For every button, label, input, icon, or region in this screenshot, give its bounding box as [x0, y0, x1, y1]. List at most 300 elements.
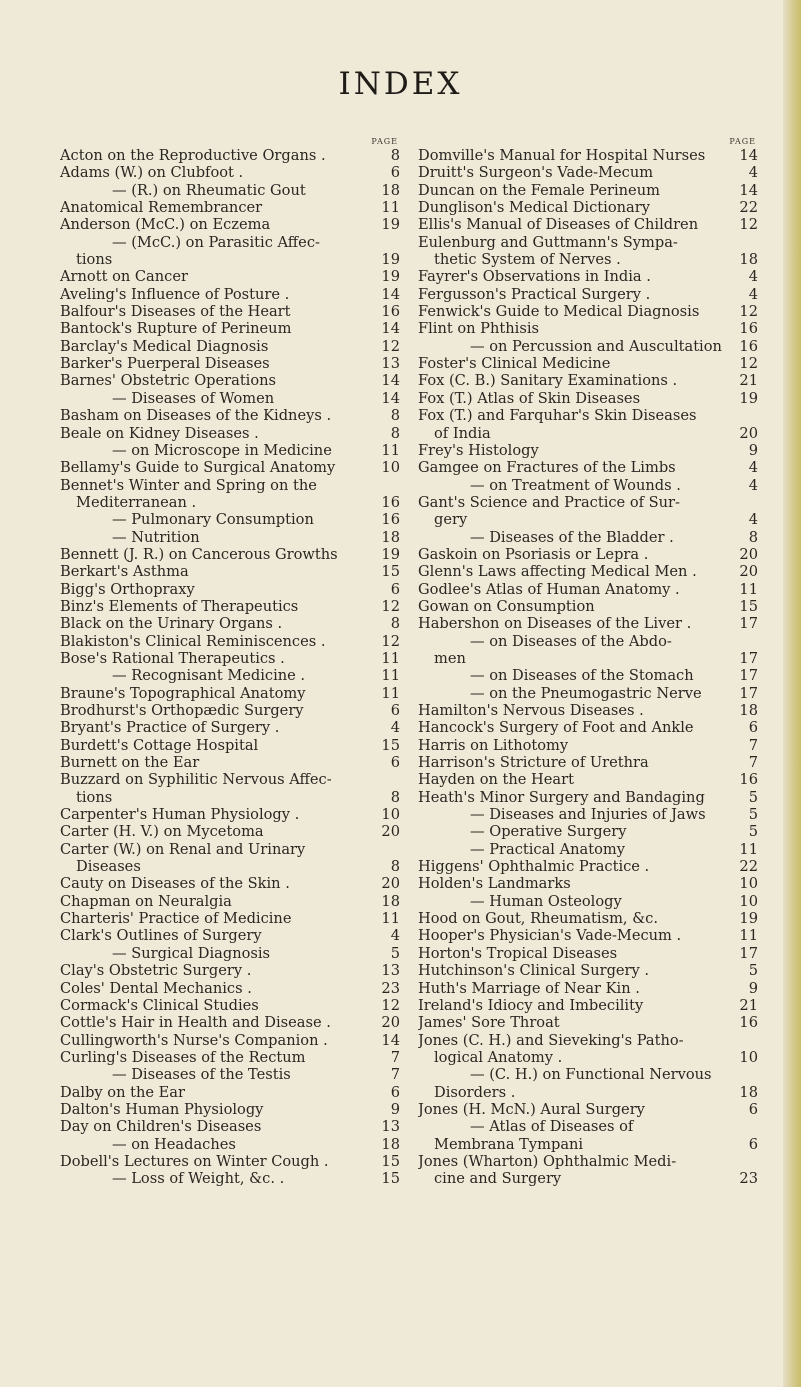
entry-title: — Diseases of the Bladder . [470, 528, 674, 546]
index-entry [418, 823, 758, 840]
entry-page-number: 20 [381, 823, 400, 841]
entry-page-number: 6 [748, 1135, 758, 1153]
entry-page-number: 11 [381, 199, 400, 217]
entry-page-number: 10 [381, 806, 400, 824]
entry-page-number: 18 [381, 892, 400, 910]
entry-title: Dobell's Lectures on Winter Cough . [60, 1152, 329, 1170]
index-entry [60, 771, 400, 788]
index-entry [60, 563, 400, 580]
index-entry [60, 667, 400, 684]
page-edge [783, 0, 801, 1387]
entry-title: Diseases [76, 858, 141, 876]
left-index-list [60, 147, 400, 1188]
index-entry [60, 737, 400, 754]
entry-page-number: 15 [381, 1152, 400, 1170]
entry-title: James' Sore Throat [418, 1014, 560, 1032]
index-entry [418, 702, 758, 719]
index-entry [418, 286, 758, 303]
entry-title: — Loss of Weight, &c. . [112, 1170, 285, 1188]
index-entry [60, 980, 400, 997]
entry-page-number: 20 [381, 875, 400, 893]
index-entry [418, 754, 758, 771]
index-entry [418, 927, 758, 944]
entry-title: Bryant's Practice of Surgery . [60, 719, 280, 737]
index-entry [418, 390, 758, 407]
entry-page-number: 21 [739, 372, 758, 390]
entry-title: Cauty on Diseases of the Skin . [60, 875, 290, 893]
entry-title: Acton on the Reproductive Organs . [60, 147, 326, 164]
entry-title: Bigg's Orthopraxy [60, 580, 195, 598]
entry-title: Druitt's Surgeon's Vade-Mecum [418, 164, 654, 182]
index-entry [418, 355, 758, 372]
entry-page-number: 8 [390, 424, 400, 442]
index-entry [418, 1118, 758, 1135]
entry-title: Jones (Wharton) Ophthalmic Medi- [418, 1152, 677, 1170]
entry-title: — Human Osteology [470, 892, 622, 910]
entry-page-number: 8 [748, 528, 758, 546]
entry-page-number: 7 [390, 1048, 400, 1066]
left-column [60, 137, 400, 1188]
index-entry [418, 477, 758, 494]
index-entry [418, 1153, 758, 1170]
index-entry [60, 251, 400, 268]
index-entry [418, 945, 758, 962]
entry-title: Curling's Diseases of the Rectum [60, 1048, 306, 1066]
entry-page-number: 18 [739, 702, 758, 719]
index-entry [60, 1084, 400, 1101]
index-entry [60, 754, 400, 771]
index-entry [418, 737, 758, 754]
index-entry [60, 459, 400, 476]
entry-title: Fergusson's Practical Surgery . [418, 285, 651, 303]
index-entry [418, 182, 758, 199]
index-entry [60, 303, 400, 320]
entry-title: — on Diseases of the Stomach [470, 667, 694, 685]
entry-title: Burdett's Cottage Hospital [60, 736, 259, 754]
entry-page-number: 9 [390, 1100, 400, 1118]
entry-page-number: 16 [739, 771, 758, 789]
entry-title: Coles' Dental Mechanics . [60, 979, 252, 997]
index-entry [60, 1170, 400, 1187]
index-entry [418, 1101, 758, 1118]
index-entry [60, 199, 400, 216]
index-entry [418, 338, 758, 355]
entry-page-number: 4 [748, 164, 758, 182]
index-entry [418, 268, 758, 285]
entry-title: Balfour's Diseases of the Heart [60, 303, 291, 321]
entry-page-number: 16 [739, 320, 758, 338]
entry-title: gery [434, 511, 468, 529]
index-entry [60, 858, 400, 875]
page-column-header: PAGE [371, 137, 398, 146]
entry-title: cine and Surgery [434, 1170, 562, 1188]
entry-page-number: 15 [381, 563, 400, 581]
entry-title: Horton's Tropical Diseases [418, 944, 618, 962]
entry-title: Foster's Clinical Medicine [418, 355, 611, 373]
index-entry [60, 442, 400, 459]
index-entry [60, 650, 400, 667]
entry-title: Hood on Gout, Rheumatism, &c. [418, 910, 658, 928]
entry-page-number: 4 [390, 927, 400, 945]
entry-title: — Operative Surgery [470, 823, 627, 841]
right-index-list [418, 147, 758, 1188]
entry-title: Cormack's Clinical Studies [60, 996, 259, 1014]
entry-title: Gant's Science and Practice of Sur- [418, 493, 680, 511]
entry-title: Higgens' Ophthalmic Practice . [418, 858, 650, 876]
index-entry [60, 511, 400, 528]
entry-title: Bellamy's Guide to Surgical Anatomy [60, 459, 336, 477]
entry-page-number: 6 [748, 1100, 758, 1118]
index-entry [60, 806, 400, 823]
index-entry [418, 789, 758, 806]
index-entry [60, 841, 400, 858]
index-entry [418, 529, 758, 546]
entry-title: Habershon on Diseases of the Liver . [418, 615, 692, 633]
entry-page-number: 11 [381, 910, 400, 928]
entry-page-number: 5 [748, 823, 758, 841]
entry-title: Heath's Minor Surgery and Bandaging [418, 788, 705, 806]
index-entry [60, 164, 400, 181]
index-entry [60, 598, 400, 615]
entry-title: Membrana Tympani [434, 1135, 584, 1153]
entry-title: Glenn's Laws affecting Medical Men . [418, 563, 697, 581]
index-entry [418, 615, 758, 632]
index-entry [60, 997, 400, 1014]
entry-title: — Recognisant Medicine . [112, 667, 306, 685]
index-entry [418, 511, 758, 528]
entry-page-number: 12 [381, 337, 400, 355]
index-entry [60, 927, 400, 944]
index-entry [418, 875, 758, 892]
entry-title: Hooper's Physician's Vade-Mecum . [418, 927, 682, 945]
index-entry [418, 546, 758, 563]
index-entry [418, 251, 758, 268]
entry-title: Anatomical Remembrancer [60, 199, 263, 217]
index-entry [418, 650, 758, 667]
entry-title: Gamgee on Fractures of the Limbs [418, 459, 676, 477]
index-entry [418, 685, 758, 702]
page-title: INDEX [338, 66, 463, 102]
entry-page-number: 8 [390, 615, 400, 633]
entry-page-number: 18 [739, 251, 758, 269]
index-entry [418, 563, 758, 580]
index-entry [418, 858, 758, 875]
index-entry [60, 1049, 400, 1066]
entry-title: — Practical Anatomy [470, 840, 625, 858]
entry-page-number: 10 [739, 892, 758, 910]
index-entry [418, 320, 758, 337]
entry-title: Arnott on Cancer [60, 268, 188, 286]
index-entry [418, 667, 758, 684]
index-entry [60, 823, 400, 840]
index-entry [60, 355, 400, 372]
entry-title: logical Anatomy . [434, 1048, 563, 1066]
entry-page-number: 14 [381, 320, 400, 338]
entry-title: — Nutrition [112, 528, 200, 546]
entry-title: Cottle's Hair in Health and Disease . [60, 1014, 331, 1032]
entry-page-number: 20 [381, 1014, 400, 1032]
index-entry [60, 893, 400, 910]
entry-page-number: 6 [390, 164, 400, 182]
entry-page-number: 23 [381, 979, 400, 997]
entry-page-number: 22 [739, 199, 758, 217]
entry-page-number: 20 [739, 424, 758, 442]
entry-page-number: 10 [739, 875, 758, 893]
entry-title: — on the Pneumogastric Nerve [470, 684, 702, 702]
entry-page-number: 19 [739, 389, 758, 407]
index-entry [418, 1084, 758, 1101]
index-entry [418, 216, 758, 233]
entry-page-number: 17 [739, 649, 758, 667]
entry-page-number: 21 [739, 996, 758, 1014]
entry-title: Adams (W.) on Clubfoot . [60, 164, 244, 182]
entry-page-number: 19 [381, 216, 400, 234]
entry-page-number: 10 [381, 459, 400, 477]
index-entry [60, 477, 400, 494]
entry-title: tions [76, 251, 113, 269]
entry-page-number: 7 [748, 736, 758, 754]
entry-page-number: 12 [381, 597, 400, 615]
entry-page-number: 12 [739, 303, 758, 321]
index-entry [60, 789, 400, 806]
entry-title: Burnett on the Ear [60, 754, 200, 772]
index-entry [418, 771, 758, 788]
entry-page-number: 12 [381, 632, 400, 650]
entry-title: Day on Children's Diseases [60, 1118, 262, 1136]
entry-page-number: 13 [381, 962, 400, 980]
entry-page-number: 5 [390, 944, 400, 962]
entry-page-number: 13 [381, 355, 400, 373]
entry-page-number: 15 [381, 1170, 400, 1188]
entry-title: of India [434, 424, 491, 442]
entry-page-number: 19 [739, 910, 758, 928]
entry-title: Clark's Outlines of Surgery [60, 927, 262, 945]
entry-page-number: 20 [739, 563, 758, 581]
index-entry [418, 1049, 758, 1066]
index-entry [418, 164, 758, 181]
entry-title: Brodhurst's Orthopædic Surgery [60, 702, 304, 719]
entry-title: Frey's Histology [418, 441, 539, 459]
index-entry [418, 459, 758, 476]
entry-page-number: 16 [381, 493, 400, 511]
entry-title: — on Headaches [112, 1135, 236, 1153]
entry-page-number: 4 [748, 476, 758, 494]
entry-page-number: 6 [390, 702, 400, 719]
index-entry [60, 685, 400, 702]
entry-title: Mediterranean . [76, 493, 197, 511]
entry-title: Jones (C. H.) and Sieveking's Patho- [418, 1031, 684, 1049]
entry-title: Bennet's Winter and Spring on the [60, 476, 317, 494]
index-entry [60, 1066, 400, 1083]
entry-page-number: 4 [748, 459, 758, 477]
entry-title: men [434, 649, 466, 667]
entry-page-number: 4 [390, 719, 400, 737]
entry-page-number: 8 [390, 788, 400, 806]
index-entry [60, 407, 400, 424]
entry-title: — Surgical Diagnosis [112, 944, 271, 962]
entry-title: — Atlas of Diseases of [470, 1118, 634, 1136]
entry-page-number: 22 [739, 858, 758, 876]
entry-title: Holden's Landmarks [418, 875, 571, 893]
entry-title: Black on the Urinary Organs . [60, 615, 283, 633]
entry-page-number: 11 [739, 840, 758, 858]
entry-page-number: 14 [739, 181, 758, 199]
entry-page-number: 11 [739, 580, 758, 598]
entry-title: Dalton's Human Physiology [60, 1100, 264, 1118]
entry-title: Hutchinson's Clinical Surgery . [418, 962, 650, 980]
entry-title: Dalby on the Ear [60, 1083, 185, 1101]
entry-page-number: 8 [390, 407, 400, 425]
entry-title: Gaskoin on Psoriasis or Lepra . [418, 545, 649, 563]
entry-title: Binz's Elements of Therapeutics [60, 597, 299, 615]
entry-title: Berkart's Asthma [60, 563, 189, 581]
entry-title: tions [76, 788, 113, 806]
entry-page-number: 8 [390, 147, 400, 164]
entry-title: Disorders . [434, 1083, 516, 1101]
entry-page-number: 19 [381, 545, 400, 563]
entry-title: — (R.) on Rheumatic Gout [112, 181, 306, 199]
entry-page-number: 20 [739, 545, 758, 563]
entry-title: Hancock's Surgery of Foot and Ankle [418, 719, 694, 737]
entry-title: Ireland's Idiocy and Imbecility [418, 996, 644, 1014]
entry-title: Carter (W.) on Renal and Urinary [60, 840, 306, 858]
entry-title: Blakiston's Clinical Reminiscences . [60, 632, 326, 650]
entry-title: Flint on Phthisis [418, 320, 539, 338]
entry-page-number: 17 [739, 684, 758, 702]
index-entry [418, 893, 758, 910]
entry-page-number: 6 [390, 580, 400, 598]
entry-title: Godlee's Atlas of Human Anatomy . [418, 580, 680, 598]
entry-title: — Diseases and Injuries of Jaws [470, 806, 706, 824]
index-entry [418, 234, 758, 251]
index-entry [418, 1170, 758, 1187]
entry-title: — (McC.) on Parasitic Affec- [112, 233, 320, 251]
index-entry [60, 390, 400, 407]
entry-title: Fayrer's Observations in India . [418, 268, 651, 286]
index-entry [418, 494, 758, 511]
index-entry [60, 702, 400, 719]
entry-title: Fenwick's Guide to Medical Diagnosis [418, 303, 700, 321]
entry-page-number: 14 [381, 1031, 400, 1049]
entry-page-number: 16 [739, 337, 758, 355]
index-entry [60, 581, 400, 598]
index-entry [418, 425, 758, 442]
entry-page-number: 17 [739, 615, 758, 633]
entry-page-number: 16 [381, 303, 400, 321]
entry-title: Bantock's Rupture of Perineum [60, 320, 292, 338]
entry-page-number: 14 [739, 147, 758, 164]
entry-title: Eulenburg and Guttmann's Sympa- [418, 233, 678, 251]
index-entry [418, 1014, 758, 1031]
index-entry [60, 216, 400, 233]
entry-page-number: 7 [390, 1066, 400, 1084]
index-entry [60, 268, 400, 285]
index-entry [60, 615, 400, 632]
entry-page-number: 18 [381, 1135, 400, 1153]
index-entry [60, 494, 400, 511]
index-entry [418, 199, 758, 216]
index-entry [418, 980, 758, 997]
entry-title: — Diseases of Women [112, 389, 275, 407]
entry-page-number: 8 [390, 858, 400, 876]
index-entry [418, 841, 758, 858]
index-entry [60, 425, 400, 442]
index-entry [418, 303, 758, 320]
entry-page-number: 18 [739, 1083, 758, 1101]
entry-page-number: 16 [381, 511, 400, 529]
entry-title: — on Diseases of the Abdo- [470, 632, 672, 650]
entry-page-number: 15 [739, 597, 758, 615]
entry-title: Barnes' Obstetric Operations [60, 372, 277, 390]
entry-page-number: 17 [739, 667, 758, 685]
entry-page-number: 16 [739, 1014, 758, 1032]
entry-title: Gowan on Consumption [418, 597, 595, 615]
entry-page-number: 11 [381, 649, 400, 667]
entry-title: Braune's Topographical Anatomy [60, 684, 306, 702]
entry-page-number: 12 [739, 216, 758, 234]
entry-title: Harris on Lithotomy [418, 736, 569, 754]
index-entry [418, 1066, 758, 1083]
entry-title: Bennett (J. R.) on Cancerous Growths [60, 545, 338, 563]
index-entry [60, 1014, 400, 1031]
index-entry [418, 719, 758, 736]
entry-title: Carter (H. V.) on Mycetoma [60, 823, 264, 841]
entry-page-number: 19 [381, 268, 400, 286]
entry-title: Anderson (McC.) on Eczema [60, 216, 271, 234]
entry-page-number: 18 [381, 528, 400, 546]
entry-title: Dunglison's Medical Dictionary [418, 199, 650, 217]
index-entry [60, 372, 400, 389]
index-entry [60, 286, 400, 303]
index-entry [418, 1032, 758, 1049]
entry-title: Jones (H. McN.) Aural Surgery [418, 1100, 645, 1118]
entry-page-number: 6 [390, 754, 400, 772]
entry-title: Harrison's Stricture of Urethra [418, 754, 649, 772]
index-entry [418, 910, 758, 927]
page-column-header: PAGE [729, 137, 756, 146]
entry-title: Barclay's Medical Diagnosis [60, 337, 269, 355]
index-entry [418, 442, 758, 459]
entry-title: — Pulmonary Consumption [112, 511, 314, 529]
entry-page-number: 12 [381, 996, 400, 1014]
entry-page-number: 23 [739, 1170, 758, 1188]
entry-page-number: 12 [739, 355, 758, 373]
entry-page-number: 9 [748, 979, 758, 997]
index-entry [60, 719, 400, 736]
entry-title: Beale on Kidney Diseases . [60, 424, 259, 442]
index-entry [60, 1153, 400, 1170]
entry-title: — on Percussion and Auscultation [470, 337, 722, 355]
index-entry [60, 945, 400, 962]
index-entry [60, 962, 400, 979]
entry-title: Fox (T.) and Farquhar's Skin Diseases [418, 407, 697, 425]
entry-title: Charteris' Practice of Medicine [60, 910, 292, 928]
entry-page-number: 5 [748, 806, 758, 824]
entry-page-number: 4 [748, 285, 758, 303]
entry-page-number: 11 [739, 927, 758, 945]
index-entry [60, 1032, 400, 1049]
index-entry [60, 633, 400, 650]
entry-title: Hayden on the Heart [418, 771, 574, 789]
entry-title: Barker's Puerperal Diseases [60, 355, 270, 373]
entry-title: Fox (T.) Atlas of Skin Diseases [418, 389, 641, 407]
entry-page-number: 18 [381, 181, 400, 199]
entry-title: Basham on Diseases of the Kidneys . [60, 407, 332, 425]
entry-page-number: 9 [748, 441, 758, 459]
entry-page-number: 14 [381, 372, 400, 390]
index-entry [60, 1101, 400, 1118]
entry-page-number: 19 [381, 251, 400, 269]
